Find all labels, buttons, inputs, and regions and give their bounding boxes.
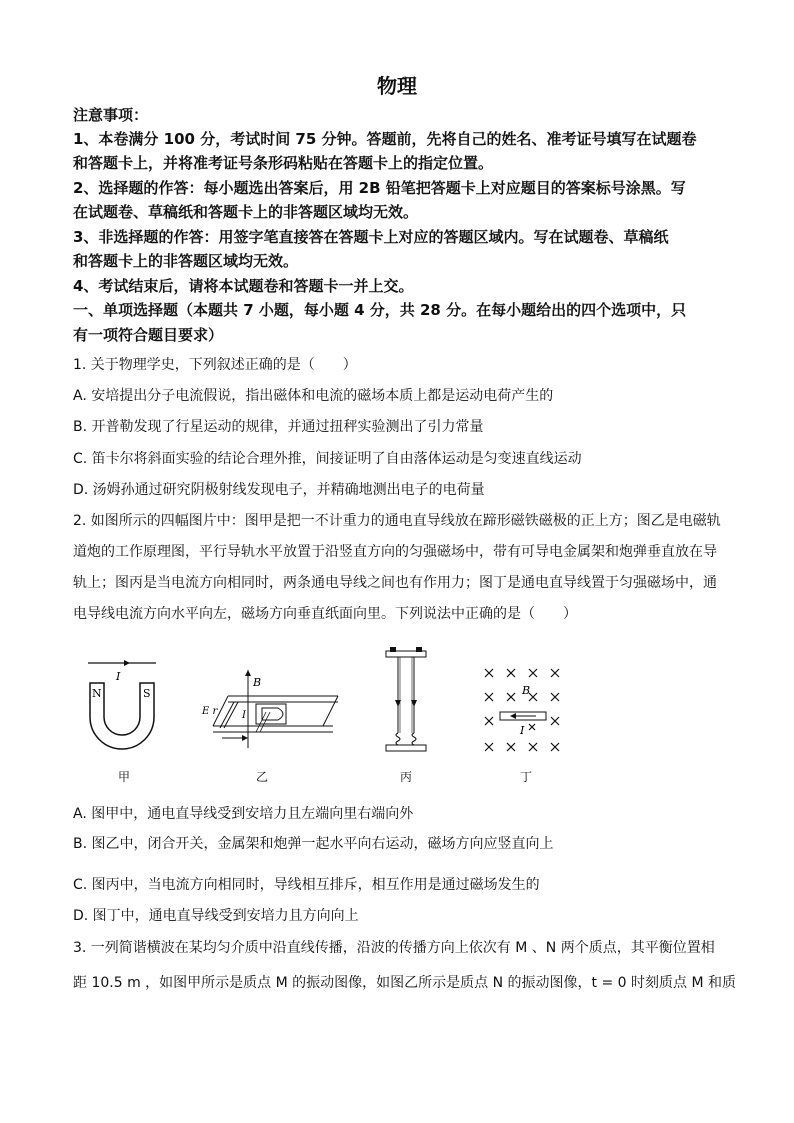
- figure-bing-parallel-wires: [380, 645, 432, 755]
- figure-jia-caption: 甲: [118, 770, 131, 784]
- figure-jia-horseshoe-magnet: [82, 655, 162, 755]
- figure-ding-current-label: I: [520, 724, 525, 737]
- notice-line: 1、本卷满分 100 分，考试时间 75 分钟。答题前，先将自己的姓名、准考证号填写在试题卷: [73, 130, 697, 148]
- figure-yi-emf-label: E r: [202, 706, 218, 717]
- notice-heading: 注意事项：: [73, 106, 149, 124]
- figure-ding-field-label: B: [522, 684, 531, 697]
- notice-line: 和答题卡上，并将准考证号条形码粘贴在答题卡上的指定位置。: [73, 154, 494, 172]
- question-1-option-d: D. 汤姆孙通过研究阴极射线发现电子，并精确地测出电子的电荷量: [73, 482, 485, 498]
- notice-line: 2、选择题的作答：每小题选出答案后，用 2B 铅笔把答题卡上对应题目的答案标号涂黑。写: [73, 179, 686, 197]
- question-2-stem: 道炮的工作原理图，平行导轨水平放置于沿竖直方向的匀强磁场中，带有可导电金属架和炮弹垂直放在导: [73, 544, 717, 560]
- question-3-stem: 距 10.5 m ，如图甲所示是质点 M 的振动图像，如图乙所示是质点 N 的振动图像，t = 0 时刻质点 M 和质: [73, 975, 736, 991]
- question-2-option-b: B. 图乙中，闭合开关，金属架和炮弹一起水平向右运动，磁场方向应竖直向上: [73, 836, 554, 852]
- figure-yi-field-label: B: [253, 676, 262, 689]
- question-1-stem: 1. 关于物理学史，下列叙述正确的是（ ）: [73, 357, 357, 373]
- figure-yi-caption: 乙: [256, 770, 269, 784]
- figure-jia-n-pole: N: [92, 687, 102, 700]
- figure-ding-caption: 丁: [520, 770, 533, 784]
- notice-line: 3、非选择题的作答：用签字笔直接答在答题卡上对应的答题区域内。写在试题卷、草稿纸: [73, 228, 669, 246]
- section-heading: 有一项符合题目要求）: [73, 326, 224, 344]
- question-1-option-a: A. 安培提出分子电流假说，指出磁体和电流的磁场本质上都是运动电荷产生的: [73, 388, 554, 404]
- page-title: 物理: [377, 74, 417, 98]
- figure-jia-s-pole: S: [143, 687, 151, 700]
- question-2-stem: 电导线电流方向水平向左，磁场方向垂直纸面向里。下列说法中正确的是（ ）: [73, 606, 577, 622]
- question-3-stem: 3. 一列简谐横波在某均匀介质中沿直线传播，沿波的传播方向上依次有 M 、N 两个质点，其平衡位置相: [73, 940, 715, 956]
- question-2-option-a: A. 图甲中，通电直导线受到安培力且左端向里右端向外: [73, 806, 414, 822]
- question-1-option-b: B. 开普勒发现了行星运动的规律，并通过扭秤实验测出了引力常量: [73, 419, 484, 435]
- figure-ding-magnetic-field: [480, 664, 570, 756]
- section-heading: 一、单项选择题（本题共 7 小题，每小题 4 分，共 28 分。在每小题给出的四个选项中，只: [73, 301, 687, 319]
- figure-jia-current-label: I: [116, 670, 121, 683]
- question-2-option-c: C. 图丙中，当电流方向相同时，导线相互排斥，相互作用是通过磁场发生的: [73, 877, 540, 893]
- notice-line: 在试题卷、草稿纸和答题卡上的非答题区域均无效。: [73, 203, 419, 221]
- notice-line: 和答题卡上的非答题区域均无效。: [73, 252, 299, 270]
- question-2-stem: 2. 如图所示的四幅图片中：图甲是把一不计重力的通电直导线放在蹄形磁铁磁极的正上方；图乙是电磁轨: [73, 513, 721, 529]
- figure-bing-caption: 丙: [400, 770, 413, 784]
- figure-yi-rail-gun: [198, 668, 348, 752]
- question-2-option-d: D. 图丁中，通电直导线受到安培力且方向向上: [73, 908, 359, 924]
- notice-line: 4、考试结束后，请将本试题卷和答题卡一并上交。: [73, 277, 414, 295]
- question-2-stem: 轨上；图丙是当电流方向相同时，两条通电导线之间也有作用力；图丁是通电直导线置于匀强磁场中，通: [73, 575, 717, 591]
- question-1-option-c: C. 笛卡尔将斜面实验的结论合理外推，间接证明了自由落体运动是匀变速直线运动: [73, 451, 582, 467]
- figure-yi-current-label: I: [242, 710, 246, 721]
